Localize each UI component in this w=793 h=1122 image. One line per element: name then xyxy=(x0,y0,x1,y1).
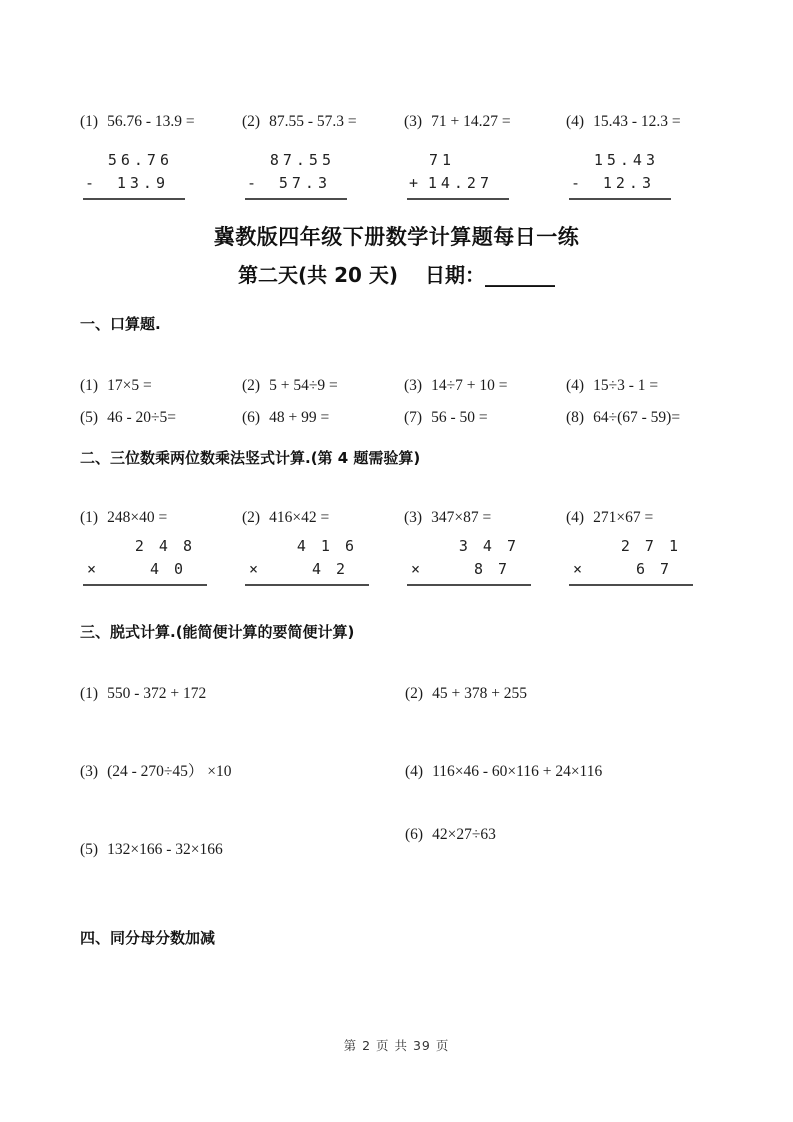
oral-problems-row-1 xyxy=(80,376,713,396)
oral-problem xyxy=(242,408,404,428)
day-label: 第二天(共 20 天) xyxy=(237,263,399,287)
problem-label: (1) xyxy=(80,113,99,130)
problem-text: 64÷(67 - 59)= xyxy=(593,409,681,426)
oral-problem xyxy=(404,376,566,396)
mult-equations-row xyxy=(80,508,713,528)
vertical-bottom-line xyxy=(83,172,185,200)
problem-text: (24 - 270÷45） ×10 xyxy=(107,763,232,780)
vertical-bottom-operand: 13.9 xyxy=(116,174,169,192)
section-heading-oral: 一、口算题. xyxy=(80,315,161,333)
problem-label: (3) xyxy=(404,509,423,526)
problem-label: (1) xyxy=(80,377,99,394)
date-label: 日期： xyxy=(425,263,485,287)
oral-problem xyxy=(566,408,728,428)
vertical-operator: - xyxy=(247,174,257,192)
problem-text: 116×46 - 60×116 + 24×116 xyxy=(432,763,603,780)
section-heading-vertical-mult: 二、三位数乘两位数乘法竖式计算.(第 4 题需验算) xyxy=(80,449,421,467)
evaluation-problem xyxy=(405,762,713,782)
page-footer: 第 2 页 共 39 页 xyxy=(343,1038,450,1053)
problem-label: (6) xyxy=(405,826,424,843)
vertical-operator: - xyxy=(85,174,95,192)
evaluation-problem xyxy=(405,684,713,704)
problem-label: (4) xyxy=(405,763,424,780)
problem-text: 56 - 50 = xyxy=(431,409,488,426)
vertical-calc xyxy=(245,534,369,586)
mult-problem xyxy=(566,508,728,528)
mult-vertical-row xyxy=(80,528,713,586)
vertical-bottom-operand: 57.3 xyxy=(278,174,331,192)
vertical-operator: + xyxy=(409,174,419,192)
vertical-bottom-operand: 12.3 xyxy=(602,174,655,192)
oral-problem xyxy=(566,376,728,396)
vertical-bottom-operand: 40 xyxy=(149,560,198,578)
problem-text: 71 + 14.27 = xyxy=(431,113,511,130)
vertical-bottom-line xyxy=(407,172,509,200)
evaluation-row-1 xyxy=(80,684,713,704)
problem-text: 46 - 20÷5= xyxy=(107,409,176,426)
multiply-operator: × xyxy=(411,560,421,578)
evaluation-row-2 xyxy=(80,762,713,782)
vertical-calc xyxy=(245,148,347,200)
problem-text: 5 + 54÷9 = xyxy=(269,377,338,394)
problem-label: (4) xyxy=(566,377,585,394)
multiply-operator: × xyxy=(249,560,259,578)
vertical-top-operand: 71 xyxy=(429,151,456,169)
vertical-calc xyxy=(569,148,671,200)
problem-text: 416×42 = xyxy=(269,509,330,526)
problem-text: 56.76 - 13.9 = xyxy=(107,113,195,130)
date-blank-line: _______ xyxy=(485,263,555,287)
problem-text: 248×40 = xyxy=(107,509,168,526)
problem-equation xyxy=(566,112,728,132)
vertical-bottom-operand: 42 xyxy=(311,560,360,578)
evaluation-problem xyxy=(80,840,405,860)
vertical-bottom-operand: 87 xyxy=(473,560,522,578)
vertical-top-operand: 15.43 xyxy=(593,151,659,169)
problem-text: 15.43 - 12.3 = xyxy=(593,113,681,130)
mult-problem xyxy=(404,508,566,528)
vertical-bottom-operand: 14.27 xyxy=(427,174,493,192)
vertical-top-operand: 248 xyxy=(134,537,207,555)
problem-label: (8) xyxy=(566,409,585,426)
vertical-operator: - xyxy=(571,174,581,192)
problem-text: 14÷7 + 10 = xyxy=(431,377,508,394)
problem-label: (3) xyxy=(404,377,423,394)
problem-equation xyxy=(80,112,242,132)
problem-text: 347×87 = xyxy=(431,509,492,526)
problem-label: (1) xyxy=(80,509,99,526)
carryover-equations-row xyxy=(80,112,713,132)
problem-text: 15÷3 - 1 = xyxy=(593,377,659,394)
vertical-bottom-line xyxy=(245,172,347,200)
vertical-top-operand: 87.55 xyxy=(269,151,335,169)
problem-text: 17×5 = xyxy=(107,377,152,394)
evaluation-problem xyxy=(80,684,405,704)
vertical-top-operand: 271 xyxy=(620,537,693,555)
oral-problem xyxy=(80,376,242,396)
carryover-vertical-row xyxy=(80,142,713,200)
problem-label: (5) xyxy=(80,841,99,858)
problem-equation xyxy=(242,112,404,132)
problem-text: 45 + 378 + 255 xyxy=(432,685,528,702)
section-heading-fractions: 四、同分母分数加减 xyxy=(80,929,216,947)
problem-label: (3) xyxy=(80,763,99,780)
oral-problem xyxy=(80,408,242,428)
oral-problem xyxy=(242,376,404,396)
vertical-calc xyxy=(83,148,185,200)
problem-label: (2) xyxy=(242,509,261,526)
problem-label: (2) xyxy=(242,113,261,130)
problem-label: (5) xyxy=(80,409,99,426)
vertical-bottom-line xyxy=(569,558,693,586)
evaluation-row-3 xyxy=(80,826,713,860)
evaluation-problem xyxy=(80,762,405,782)
problem-equation xyxy=(404,112,566,132)
problem-label: (1) xyxy=(80,685,99,702)
evaluation-problem xyxy=(405,825,713,845)
problem-label: (7) xyxy=(404,409,423,426)
problem-label: (6) xyxy=(242,409,261,426)
vertical-calc xyxy=(569,534,693,586)
oral-problem xyxy=(404,408,566,428)
mult-problem xyxy=(242,508,404,528)
problem-label: (4) xyxy=(566,113,585,130)
problem-text: 271×67 = xyxy=(593,509,654,526)
mult-problem xyxy=(80,508,242,528)
vertical-bottom-line xyxy=(245,558,369,586)
problem-text: 87.55 - 57.3 = xyxy=(269,113,357,130)
problem-text: 550 - 372 + 172 xyxy=(107,685,207,702)
problem-text: 42×27÷63 xyxy=(432,826,496,843)
problem-label: (2) xyxy=(242,377,261,394)
vertical-top-operand: 416 xyxy=(296,537,369,555)
multiply-operator: × xyxy=(573,560,583,578)
vertical-calc xyxy=(407,148,509,200)
vertical-top-operand: 56.76 xyxy=(107,151,173,169)
worksheet-subtitle xyxy=(80,262,713,288)
problem-label: (2) xyxy=(405,685,424,702)
oral-problems-row-2 xyxy=(80,408,713,428)
vertical-calc xyxy=(407,534,531,586)
vertical-bottom-line xyxy=(407,558,531,586)
problem-label: (4) xyxy=(566,509,585,526)
vertical-calc xyxy=(83,534,207,586)
section-heading-evaluation: 三、脱式计算.(能简便计算的要简便计算) xyxy=(80,623,355,641)
vertical-bottom-operand: 67 xyxy=(635,560,684,578)
problem-label: (3) xyxy=(404,113,423,130)
vertical-bottom-line xyxy=(83,558,207,586)
problem-text: 132×166 - 32×166 xyxy=(107,841,223,858)
worksheet-title: 冀教版四年级下册数学计算题每日一练 xyxy=(213,225,580,249)
vertical-top-operand: 347 xyxy=(458,537,531,555)
multiply-operator: × xyxy=(87,560,97,578)
vertical-bottom-line xyxy=(569,172,671,200)
problem-text: 48 + 99 = xyxy=(269,409,330,426)
